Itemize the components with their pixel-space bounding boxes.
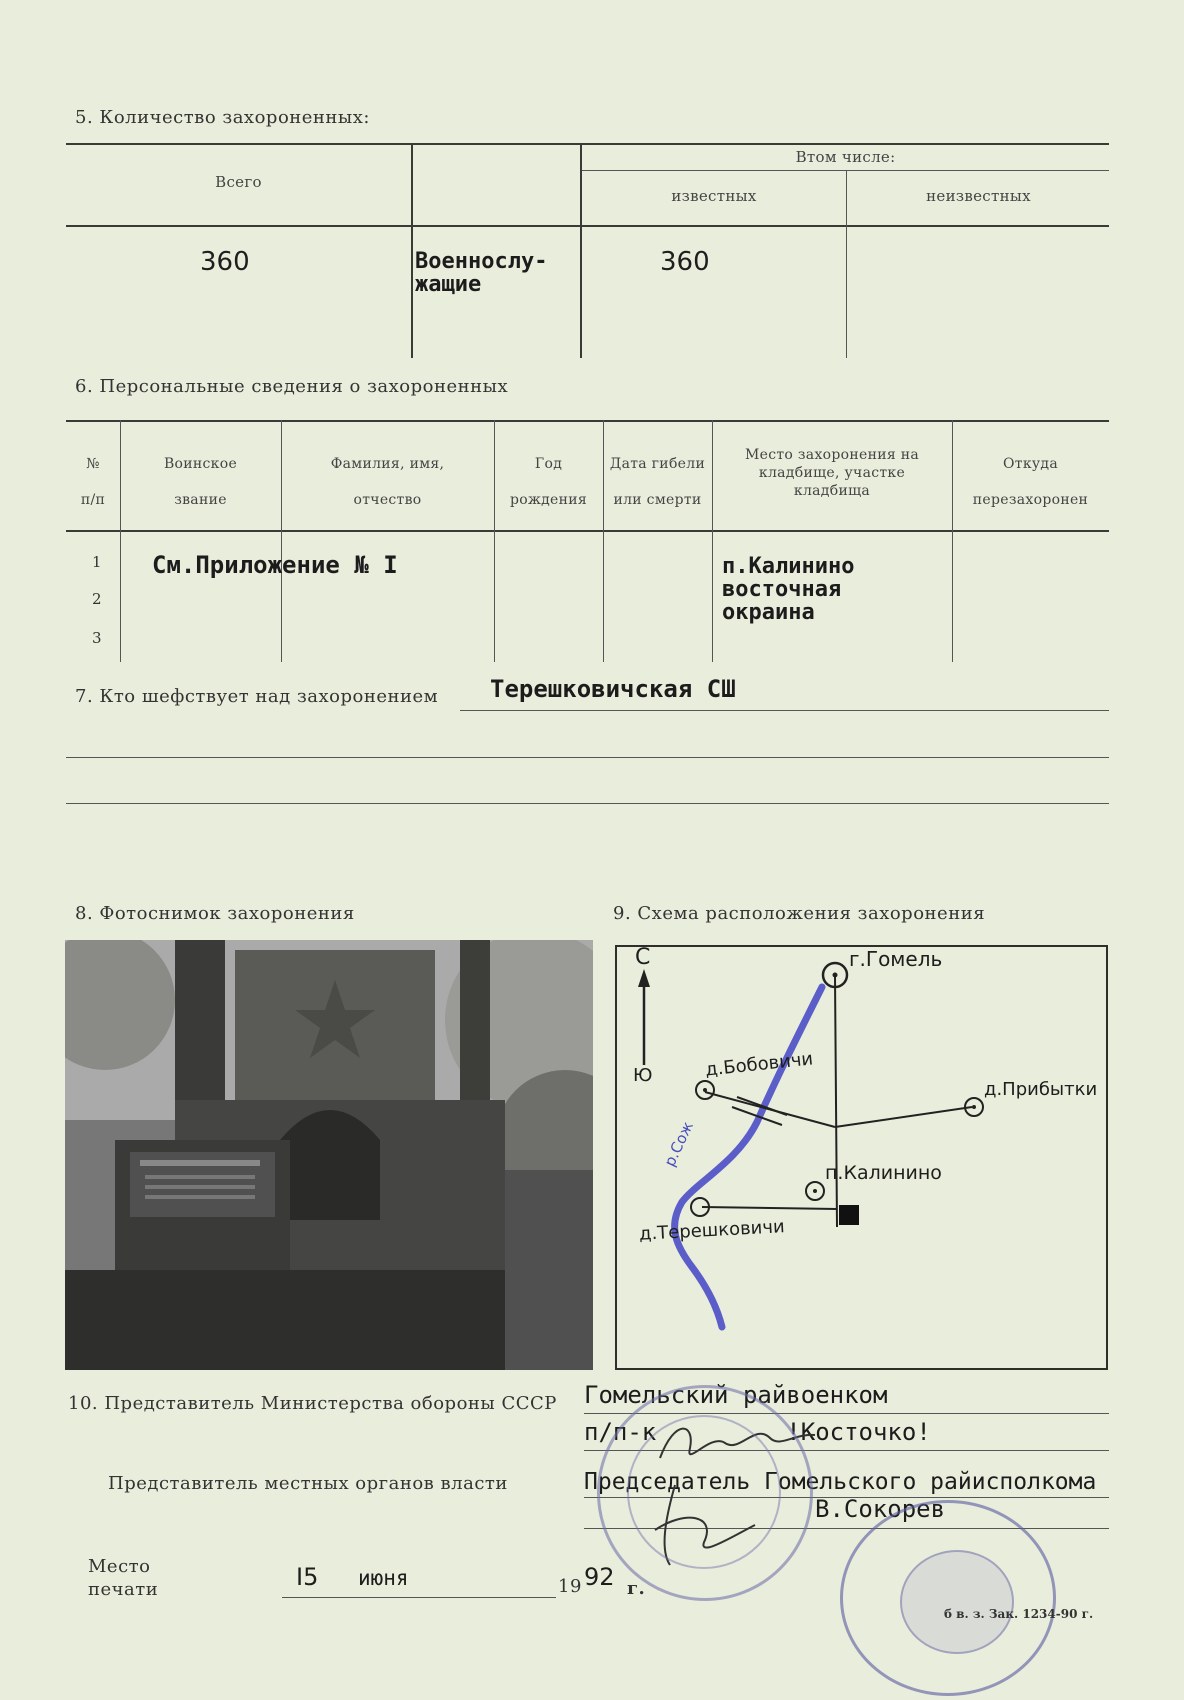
section5-title: 5. Количество захороненных: [75, 107, 370, 128]
table5-col3-rule [846, 170, 847, 358]
header-total: Всего [215, 173, 262, 191]
col-rank: Воинское звание [163, 456, 238, 508]
section6-title: 6. Персональные сведения о захороненных [75, 376, 509, 397]
date-year-prefix: 19 [558, 1576, 582, 1597]
row-number-2: 2 [92, 590, 102, 608]
col-fullname: Фамилия, имя, отчество [330, 456, 445, 508]
date-underline [282, 1597, 556, 1598]
kalinino-label: п.Калинино [825, 1162, 942, 1184]
category-value: Военнослу- жащие [415, 249, 548, 298]
pribytki-label: д.Прибытки [984, 1079, 1098, 1100]
patron-value: Терешковичская СШ [490, 675, 736, 703]
local-authority-label: Представитель местных органов власти [108, 1473, 508, 1494]
section8-title: 8. Фотоснимок захоронения [75, 903, 355, 924]
ministry-line2: п/п-к !Косточко! [584, 1418, 931, 1446]
north-label: С [635, 945, 651, 970]
burial-site-marker [839, 1205, 859, 1225]
col-birth-year: Год рождения [509, 456, 588, 508]
date-year-suffix: 92 [584, 1563, 615, 1591]
row-number-3: 3 [92, 629, 102, 647]
tereshkovichi-label: д.Терешковичи [638, 1216, 786, 1245]
bobovichi-label: д.Бобовичи [704, 1048, 815, 1081]
river-label: р.Сож [660, 1118, 697, 1170]
road-north-south [835, 977, 837, 1227]
blank-line-1 [66, 757, 1109, 758]
col-number: № п/п [80, 456, 106, 508]
ministry-line1: Гомельский райвоенком [584, 1381, 888, 1409]
table5-col2-rule [580, 143, 582, 358]
north-arrow-head [638, 969, 650, 987]
ministry-label: 10. Представитель Министерства обороны СССР [68, 1393, 557, 1414]
total-value: 360 [200, 247, 250, 277]
burial-photo [65, 940, 593, 1370]
scheme-drawing [617, 947, 1106, 1368]
blank-line-2 [66, 803, 1109, 804]
table5-top-rule [66, 143, 1109, 145]
table5-col1-rule [411, 143, 413, 358]
section7-title: 7. Кто шефствует над захоронением [75, 686, 439, 707]
burial-place-entry: п.Калинино восточная окраина [722, 554, 855, 626]
monument-photo-image [65, 940, 593, 1370]
south-label: Ю [633, 1065, 653, 1086]
stamp-place-label: Место печати [88, 1556, 159, 1600]
date-day: I5 [296, 1563, 319, 1591]
known-value: 360 [660, 247, 710, 277]
names-entry: См.Приложение № I [152, 551, 398, 579]
table5-header-rule [66, 225, 1109, 227]
road-pribytki [835, 1107, 972, 1127]
round-stamp-military-inner [627, 1415, 781, 1569]
gomel-label: г.Гомель [849, 947, 943, 971]
date-year-unit: г. [627, 1578, 646, 1599]
location-scheme [615, 945, 1108, 1370]
section9-title: 9. Схема расположения захоронения [613, 903, 986, 924]
print-note: б в. з. Зак. 1234-90 г. [944, 1607, 1094, 1621]
col-reburied-from: Откуда перезахоронен [972, 456, 1089, 508]
row-number-1: 1 [92, 553, 102, 571]
round-stamp-executive-inner [900, 1550, 1014, 1654]
col-death-date: Дата гибели или смерти [609, 456, 706, 508]
patron-underline [460, 710, 1109, 711]
road-tereshkovichi [702, 1207, 837, 1209]
date-month: июня [358, 1566, 409, 1590]
header-known: известных [671, 187, 757, 205]
river-line [675, 987, 822, 1327]
local-line2: В.Сокорев [815, 1495, 946, 1523]
header-unknown: неизвестных [926, 187, 1031, 205]
header-including: Втом числе: [795, 148, 896, 166]
local-line1: Председатель Гомельского райисполкома [584, 1469, 1097, 1495]
col-burial-place: Место захоронения на кладбище, участке кладбища [744, 447, 920, 499]
